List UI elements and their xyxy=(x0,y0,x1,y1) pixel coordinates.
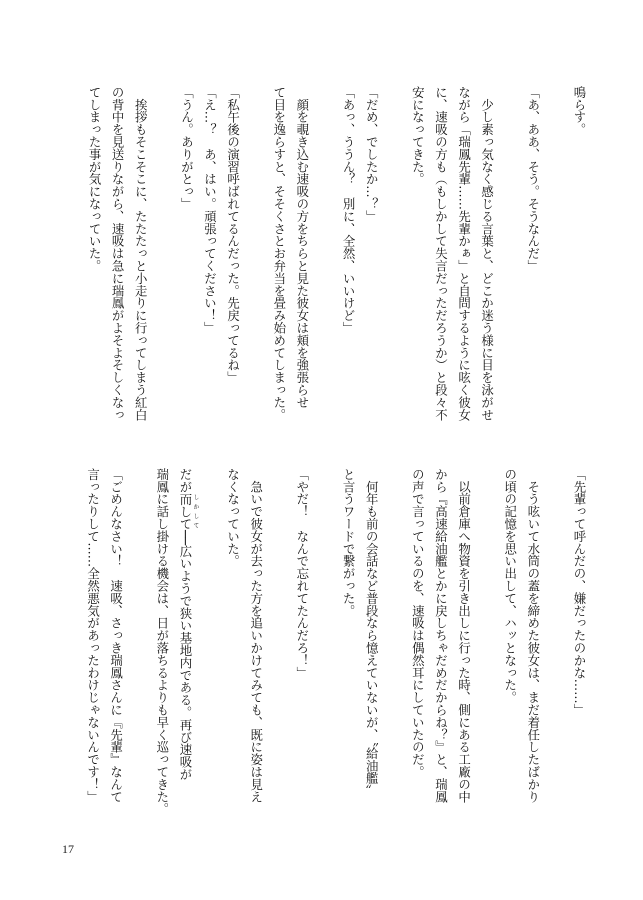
bottom-spacer xyxy=(198,468,221,828)
bottom-spacer xyxy=(545,468,568,828)
bottom-line: 言ったりして……全然悪気があったわけじゃないんです！」 xyxy=(85,468,101,803)
ruby-reading: しかして xyxy=(191,492,199,530)
top-line: ながら「瑞鳳先輩……先輩かぁ」と自問するように呟く彼女 xyxy=(456,86,472,421)
bottom-spacer xyxy=(383,468,406,828)
bottom-line: の頃の記憶を思い出して、ハッとなった。 xyxy=(502,468,518,704)
bottom-line: 急いで彼女が去った方を追いかけてみても、既に姿は見え xyxy=(248,468,264,803)
top-line: 「あ、ああ、そう。そうなんだ」 xyxy=(525,86,541,272)
top-line: てしまった事が気になっていた。 xyxy=(87,86,103,272)
top-line: 挨拶もそこそこに、たたたっと小走りに行ってしまう紅白 xyxy=(133,86,149,421)
top-spacer xyxy=(545,86,568,446)
bottom-line: の声で言っているのを、速吸は偶然耳にしていたのだ。 xyxy=(410,468,426,778)
top-line: に、速吸の方も（もしかして失言だっただろうか）と段々不 xyxy=(433,86,449,421)
text-block-bottom xyxy=(81,468,591,828)
bottom-line: そう呟いて水筒の蓋を締めた彼女は、まだ着任したばかり xyxy=(525,468,541,803)
top-line: 「だめ、でしたか…？」 xyxy=(364,86,380,223)
bottom-spacer xyxy=(314,468,337,828)
top-spacer xyxy=(314,86,337,446)
bottom-spacer xyxy=(476,468,499,828)
top-line: の背中を見送りながら、速吸は急に瑞鳳がよそよそしくなっ xyxy=(110,86,126,421)
bottom-line: 「やだ！ なんで忘れてたんだろ！」 xyxy=(294,468,310,679)
bottom-line: なくなっていた。 xyxy=(225,468,241,568)
top-line: 「あっ、ううん？ 別に、全然、いいけど」 xyxy=(341,86,357,334)
bottom-line: 以前倉庫へ物資を引き出しに行った時、側にある工廠の中 xyxy=(456,468,472,803)
top-spacer xyxy=(152,86,175,446)
top-line: 少し素っ気なく感じる言葉と、どこか迷う様に目を泳がせ xyxy=(479,86,495,421)
top-line: 「私午後の演習呼ばれてるんだった。先戻ってるね」 xyxy=(225,86,241,384)
ruby-annotation: 而して しかして xyxy=(177,492,199,531)
top-line: 顔を覗き込む速吸の方をちらと見た彼女は頬を強張らせ xyxy=(294,86,310,409)
bottom-line: 瑞鳳に話し掛ける機会は、日が落ちるよりも早く巡ってきた。 xyxy=(154,468,170,816)
bottom-line: と言うワードで繋がった。 xyxy=(341,468,357,617)
text-block-top xyxy=(83,86,591,446)
top-line: て目を逸らすと、そそくさとお弁当を畳み始めてしまった。 xyxy=(271,86,287,421)
page-number: 17 xyxy=(62,842,74,856)
top-spacer xyxy=(245,86,268,446)
bottom-line: 「先輩って呼んだの、嫌だったのかな……」 xyxy=(572,468,587,716)
top-line: 鳴らす。 xyxy=(572,86,587,136)
bottom-spacer xyxy=(128,468,151,828)
bottom-line: から『高速給油艦とかに戻しちゃだめだからね？』と、瑞鳳 xyxy=(433,468,449,803)
bottom-line: 何年も前の会話など普段なら憶えていないが、〝給油艦〟 xyxy=(364,468,380,797)
top-line: 安になってきた。 xyxy=(410,86,426,186)
bottom-line: 「ごめんなさい！ 速吸、さっき瑞鳳さんに『先輩』なんて xyxy=(108,468,124,803)
top-line: 「え…？ あ、はい。頑張ってください！」 xyxy=(202,86,218,334)
bottom-spacer xyxy=(268,468,291,828)
top-spacer xyxy=(383,86,406,446)
top-line: 「うん。ありがとっ」 xyxy=(179,86,195,210)
bottom-line: だが而して しかして──広いようで狭い基地内である。再び速吸が xyxy=(177,468,199,781)
top-spacer xyxy=(499,86,522,446)
